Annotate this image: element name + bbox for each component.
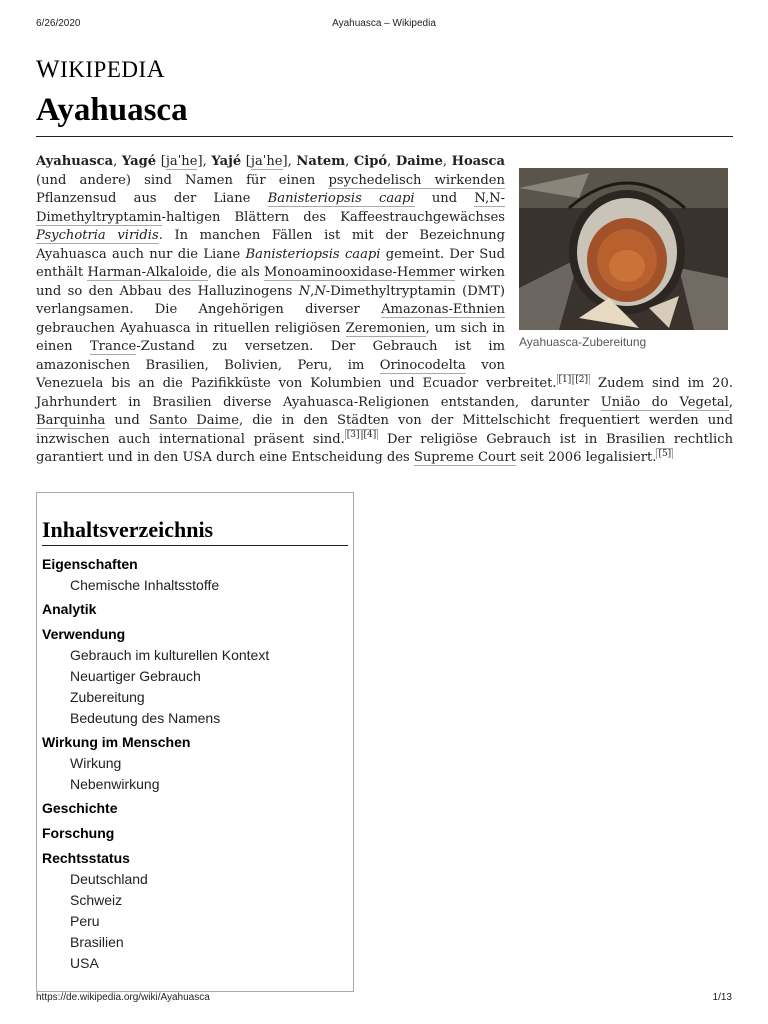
toc-subsection-link[interactable]: Zubereitung	[70, 689, 145, 705]
lead-text: von Venezuela bis an die Pazifikküste von Kolumbien und Ecuador verbreitet.	[36, 357, 557, 391]
toc-section-link[interactable]: Wirkung im Menschen	[42, 734, 191, 750]
lead-text: Der religiöse Gebrauch ist in Brasilien rechtlich garantiert und in den USA durch eine Entscheidung des	[36, 431, 734, 465]
toc-section-link[interactable]: Analytik	[42, 601, 97, 617]
lead-text: ],	[197, 154, 212, 169]
toc-subsection-link[interactable]: Chemische Inhaltsstoffe	[70, 577, 220, 593]
lead-text: ,	[310, 283, 315, 299]
lead-term: Hoasca	[451, 154, 505, 169]
toc-subsection-link[interactable]: Wirkung	[70, 755, 122, 771]
figure-float-spacer	[505, 153, 733, 373]
wordmark-first: W	[36, 56, 61, 83]
lead-text: ,	[728, 394, 734, 410]
lead-term: Yagé	[121, 154, 157, 169]
lead-text: gemeint. Der Sud enthält	[36, 246, 506, 280]
toc-subsection-link[interactable]: Brasilien	[70, 934, 124, 950]
lead-italic-text: N	[298, 283, 311, 299]
lead-text: , um sich in einen	[36, 320, 505, 354]
reference-sup	[656, 448, 673, 459]
lead-text: (und andere) sind Namen für einen	[36, 172, 329, 188]
wordmark-rest: IKIPEDI	[60, 57, 147, 82]
lead-link[interactable]: N,N-Dimethyltryptamin	[36, 191, 506, 225]
page-title: Ayahuasca	[36, 92, 188, 128]
lead-term: Daime	[395, 154, 443, 169]
lead-text: seit 2006 legalisiert.	[515, 450, 657, 465]
lead-term: Natem	[296, 154, 346, 169]
toc-subsection-link[interactable]: Deutschland	[70, 871, 148, 887]
reference-sup	[345, 429, 362, 440]
lead-link[interactable]: Psychotria viridis	[36, 228, 159, 243]
reference-sup	[362, 429, 379, 440]
print-title: Ayahuasca – Wikipedia	[332, 18, 436, 29]
reference-link[interactable]: [2]	[575, 374, 589, 385]
toc-section-link[interactable]: Forschung	[42, 825, 115, 841]
lead-text: ],	[282, 154, 297, 169]
toc-subsection-link[interactable]: Nebenwirkung	[70, 776, 160, 792]
wikipedia-wordmark[interactable]	[36, 56, 165, 84]
lead-text: -Zustand zu versetzen. Der Gebrauch ist im amazonischen Brasilien, Bolivien, Peru, im	[36, 339, 506, 373]
reference-link[interactable]: [5]	[658, 448, 672, 459]
lead-link[interactable]: Amazonas-Ethnien	[381, 302, 505, 317]
lead-paragraph	[36, 153, 733, 468]
toc-subsection-link[interactable]: Schweiz	[70, 892, 123, 908]
lead-text: gebrauchen Ayahuasca in rituellen religiösen	[36, 320, 346, 336]
reference-link[interactable]: [3]	[346, 430, 360, 441]
lead-text: [	[156, 154, 166, 169]
lead-link[interactable]: Zeremonien	[345, 320, 426, 336]
lead-link[interactable]: Barquinha	[36, 413, 106, 428]
toc-subsection-link[interactable]: Bedeutung des Namens	[70, 710, 221, 726]
lead-text: [	[241, 154, 251, 169]
lead-link[interactable]: Monoaminooxidase-Hemmer	[264, 265, 455, 280]
toc-section-link[interactable]: Geschichte	[42, 800, 118, 816]
lead-link[interactable]: Supreme Court	[413, 450, 516, 465]
print-footer	[36, 992, 732, 1006]
print-date: 6/26/2020	[36, 18, 81, 29]
lead-text: Zudem sind im 20. Jahrhundert in Brasilien diverse Ayahuasca-Religionen entstanden, darunter	[36, 376, 733, 410]
reference-link[interactable]: [1]	[558, 374, 572, 385]
lead-italic-text: N	[314, 283, 326, 299]
lead-text: -haltigen Blättern des Kaffeestrauchgewächses	[161, 209, 505, 225]
lead-link[interactable]: Santo Daime	[148, 413, 239, 428]
lead-term: Yajé	[211, 154, 242, 169]
lead-text: ,	[387, 154, 396, 169]
lead-text: und	[414, 191, 475, 206]
reference-link[interactable]: [4]	[363, 430, 377, 441]
reference-sup	[557, 374, 574, 385]
lead-text: -Dimethyltryptamin (DMT) verlangsamen. Die Angehörigen diverser	[36, 283, 505, 317]
lead-text: , die in den Städten von der Mittelschicht frequentiert werden und inzwischen auch international präsent sind.	[36, 413, 733, 447]
lead-text: ,	[345, 154, 354, 169]
lead-text: , die als	[207, 265, 264, 280]
wordmark-last: A	[146, 56, 166, 83]
lead-link[interactable]: Harman-Alkaloide	[87, 265, 208, 280]
reference-sup	[573, 374, 590, 385]
lead-text: und	[105, 413, 149, 428]
toc-heading: Inhaltsverzeichnis	[42, 517, 348, 546]
toc-section-link[interactable]: Rechtsstatus	[42, 850, 130, 866]
toc-subsection-link[interactable]: USA	[70, 955, 99, 971]
lead-link[interactable]: jaˈhe	[250, 154, 283, 169]
toc-subsection-link[interactable]: Peru	[70, 913, 100, 929]
print-url: https://de.wikipedia.org/wiki/Ayahuasca	[36, 992, 210, 1003]
print-page-number: 1/13	[712, 992, 732, 1003]
toc-subsection-link[interactable]: Neuartiger Gebrauch	[70, 668, 201, 684]
toc-section-link[interactable]: Verwendung	[42, 626, 126, 642]
lead-text: ,	[113, 154, 122, 169]
lead-text: . In manchen Fällen ist mit der Bezeichnung Ayahuasca auch nur die Liane	[36, 228, 505, 262]
table-of-contents	[36, 492, 354, 992]
title-divider	[36, 136, 733, 137]
lead-link[interactable]: psychedelisch wirkenden	[328, 172, 505, 188]
lead-link[interactable]: Banisteriopsis caapi	[267, 191, 415, 206]
lead-term: Cipó	[353, 154, 388, 169]
lead-text: wirken und so den Abbau des Halluzinogens	[36, 265, 505, 299]
lead-text: ,	[442, 154, 452, 169]
toc-list	[42, 556, 348, 972]
lead-italic-text: Banisteriopsis caapi	[245, 246, 381, 262]
lead-link[interactable]: Trance	[89, 339, 137, 354]
figure-caption: Ayahuasca-Zubereitung	[519, 335, 647, 349]
lead-link[interactable]: jaˈhe	[165, 154, 198, 169]
toc-section-link[interactable]: Eigenschaften	[42, 556, 138, 572]
lead-link[interactable]: Orinocodelta	[379, 357, 466, 373]
lead-link[interactable]: União do Vegetal	[600, 394, 729, 410]
toc-subsection-link[interactable]: Gebrauch im kulturellen Kontext	[70, 647, 270, 663]
lead-text: Pflanzensud aus der Liane	[36, 191, 268, 206]
lead-term: Ayahuasca	[36, 154, 114, 169]
print-header	[36, 18, 732, 32]
